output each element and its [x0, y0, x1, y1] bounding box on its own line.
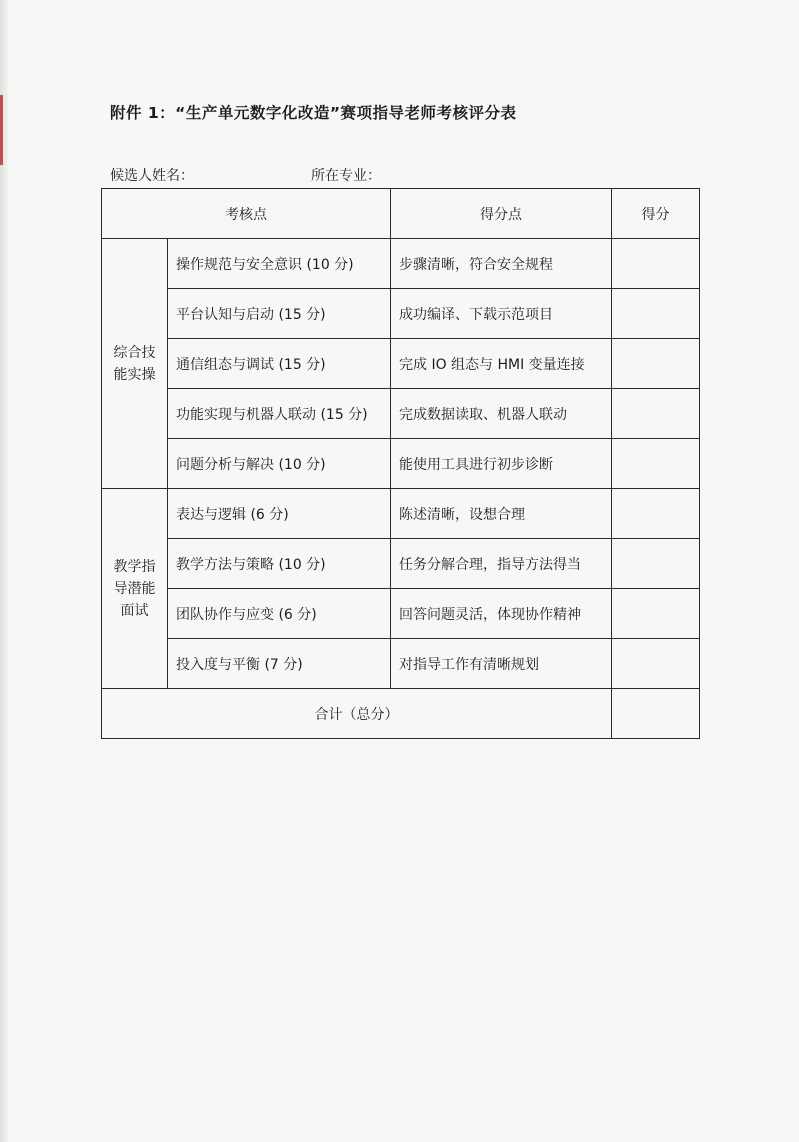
total-score-cell[interactable]	[612, 689, 700, 739]
major-label: 所在专业：	[311, 168, 381, 184]
criteria-item: 问题分析与解决 (10 分)	[168, 439, 391, 489]
page-shadow	[0, 0, 10, 1142]
total-row	[102, 689, 700, 739]
category-cell	[102, 239, 168, 489]
criteria-item: 操作规范与安全意识 (10 分)	[168, 239, 391, 289]
criteria-item: 投入度与平衡 (7 分)	[168, 639, 391, 689]
scoring-point: 任务分解合理，指导方法得当	[391, 539, 612, 589]
scoring-point: 回答问题灵活，体现协作精神	[391, 589, 612, 639]
table-row	[102, 239, 700, 289]
score-cell[interactable]	[612, 239, 700, 289]
category-label: 综合技能实操	[113, 344, 156, 383]
binding-edge-mark	[0, 95, 3, 165]
table-row	[102, 489, 700, 539]
table-row	[102, 539, 700, 589]
table-row	[102, 339, 700, 389]
criteria-item: 功能实现与机器人联动 (15 分)	[168, 389, 391, 439]
table-row	[102, 589, 700, 639]
category-cell	[102, 489, 168, 689]
criteria-item: 表达与逻辑 (6 分)	[168, 489, 391, 539]
score-cell[interactable]	[612, 289, 700, 339]
header-score: 得分	[612, 189, 700, 239]
table-row	[102, 639, 700, 689]
table-row	[102, 389, 700, 439]
scoring-point: 陈述清晰，设想合理	[391, 489, 612, 539]
table-header-row	[102, 189, 700, 239]
score-table	[101, 188, 700, 739]
criteria-item: 教学方法与策略 (10 分)	[168, 539, 391, 589]
scoring-point: 成功编译、下载示范项目	[391, 289, 612, 339]
scoring-point: 完成 IO 组态与 HMI 变量连接	[391, 339, 612, 389]
candidate-name-label: 候选人姓名：	[110, 168, 194, 184]
total-label: 合计（总分）	[102, 689, 612, 739]
score-cell[interactable]	[612, 489, 700, 539]
criteria-item: 平台认知与启动 (15 分)	[168, 289, 391, 339]
criteria-item: 团队协作与应变 (6 分)	[168, 589, 391, 639]
header-scoring-points: 得分点	[391, 189, 612, 239]
table-row	[102, 439, 700, 489]
scoring-point: 完成数据读取、机器人联动	[391, 389, 612, 439]
score-cell[interactable]	[612, 639, 700, 689]
scoring-point: 能使用工具进行初步诊断	[391, 439, 612, 489]
score-cell[interactable]	[612, 439, 700, 489]
table-row	[102, 289, 700, 339]
score-cell[interactable]	[612, 339, 700, 389]
category-label: 教学指导潜能面试	[113, 558, 156, 619]
scoring-point: 步骤清晰，符合安全规程	[391, 239, 612, 289]
score-cell[interactable]	[612, 539, 700, 589]
score-cell[interactable]	[612, 389, 700, 439]
score-cell[interactable]	[612, 589, 700, 639]
header-criteria: 考核点	[102, 189, 391, 239]
scoring-point: 对指导工作有清晰规划	[391, 639, 612, 689]
criteria-item: 通信组态与调试 (15 分)	[168, 339, 391, 389]
document-title: 附件 1：“生产单元数字化改造”赛项指导老师考核评分表	[110, 104, 517, 122]
